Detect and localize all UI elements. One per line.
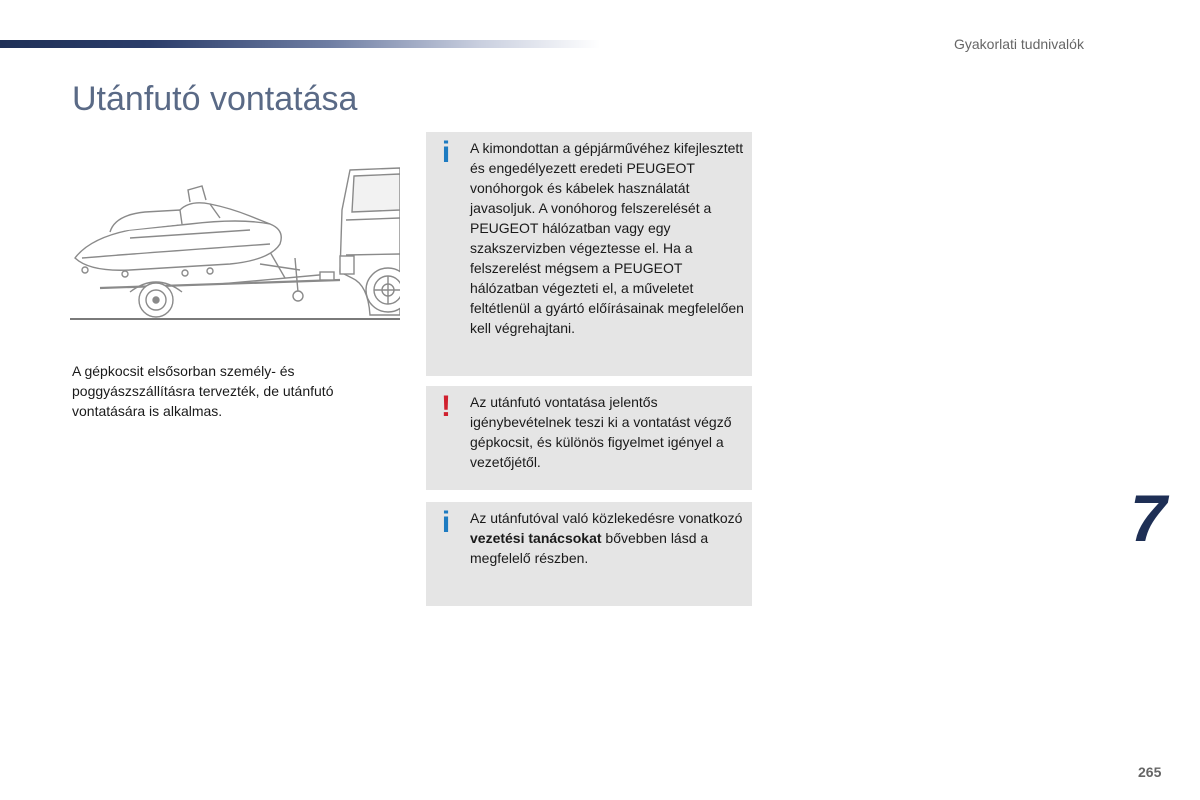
info-icon: i — [441, 136, 451, 169]
chapter-number: 7 — [1130, 481, 1167, 555]
warning-note-box — [426, 386, 752, 490]
intro-text: A gépkocsit elsősorban személy- és poggyászszállításra tervezték, de utánfutó vontatására is alkalmas. — [72, 363, 334, 419]
note-text-before: Az utánfutóval való közlekedésre vonatkozó — [470, 510, 743, 526]
page-number: 265 — [1138, 764, 1162, 780]
info-note-box — [426, 132, 752, 376]
info-icon: i — [441, 506, 451, 539]
info-note-text-2 — [470, 508, 746, 568]
header-color-bar — [0, 40, 600, 48]
info-note-box-2 — [426, 502, 752, 606]
driving-advice-link-text: vezetési tanácsokat — [470, 530, 602, 546]
jet-ski-illustration — [75, 186, 281, 270]
page-title: Utánfutó vontatása — [72, 80, 358, 118]
warning-icon: ! — [441, 390, 451, 423]
info-note-text: A kimondottan a gépjárművéhez kifejlesztett és engedélyezett eredeti PEUGEOT vonóhorgok és kábelek használatát javasoljuk. A vonóhorog felszerelését a PEUGEOT hálózatban vagy egy szakszervizben végeztesse el. Ha a felszerelést mégsem a PEUGEOT hálózatban végezteti el, a műveletet feltétlenül a gyártó előírásainak megfelelően kell végrehajtani. — [470, 140, 744, 336]
warning-note-text: Az utánfutó vontatása jelentős igénybevételnek teszi ki a vontatást végző gépkocsit, és különös figyelmet igényel a vezetőjétől. — [470, 394, 732, 470]
towing-illustration — [70, 160, 400, 325]
note-text-after: bővebben lásd a megfelelő részben. — [470, 530, 709, 566]
car-illustration — [340, 168, 400, 315]
section-title: Gyakorlati tudnivalók — [954, 36, 1084, 52]
